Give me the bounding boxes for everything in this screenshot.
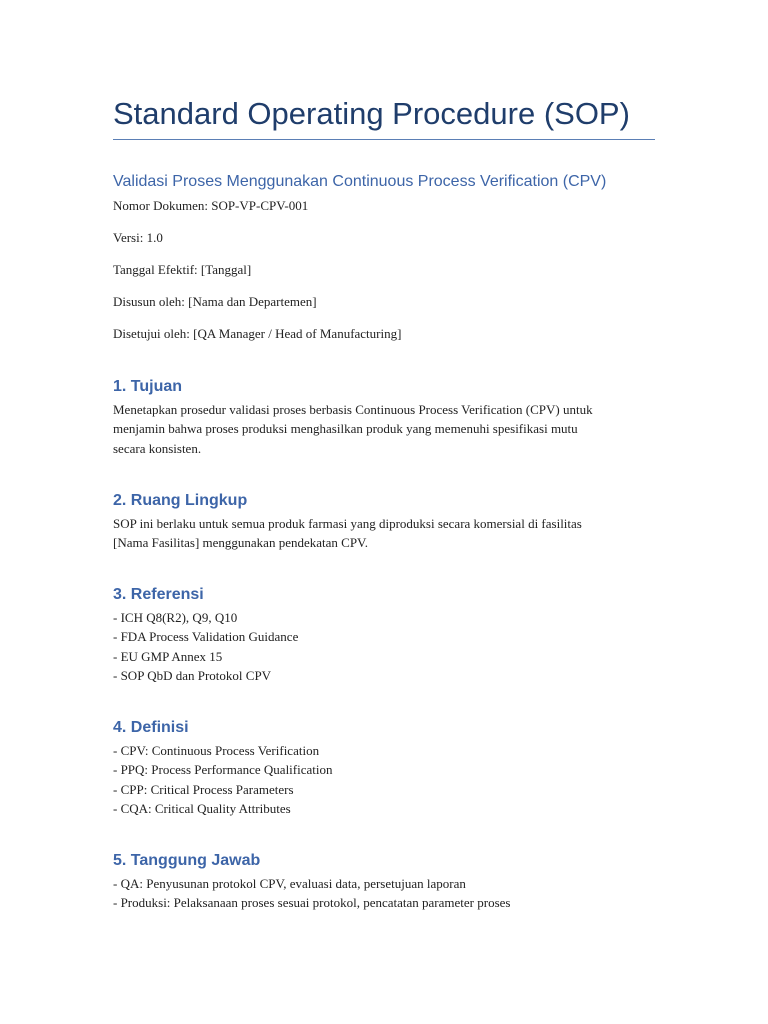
section-body-purpose [113, 400, 655, 458]
list-item: - CPP: Critical Process Parameters [113, 781, 294, 797]
document-version: Versi: 1.0 [113, 230, 163, 245]
list-item: - Produksi: Pelaksanaan proses sesuai protokol, pencatatan parameter proses [113, 895, 511, 911]
section-body-scope [113, 514, 655, 553]
list-item: - QA: Penyusunan protokol CPV, evaluasi data, persetujuan laporan [113, 876, 466, 891]
document-number: Nomor Dokumen: SOP-VP-CPV-001 [113, 198, 309, 213]
document-subtitle: Validasi Proses Menggunakan Continuous Process Verification (CPV) [113, 173, 607, 190]
section-heading-references: 3. Referensi [113, 586, 204, 603]
list-item: - EU GMP Annex 15 [113, 648, 223, 664]
paragraph-line: secara konsisten. [113, 440, 202, 456]
list-item: - CPV: Continuous Process Verification [113, 743, 320, 758]
list-item: - CQA: Critical Quality Attributes [113, 801, 291, 817]
list-item: - ICH Q8(R2), Q9, Q10 [113, 610, 238, 625]
effective-date: Tanggal Efektif: [Tanggal] [113, 262, 252, 277]
approved-by: Disetujui oleh: [QA Manager / Head of Manufacturing] [113, 326, 402, 341]
references-list [113, 608, 655, 686]
section-heading-purpose: 1. Tujuan [113, 378, 183, 395]
paragraph-line: menjamin bahwa proses produksi menghasilkan produk yang memenuhi spesifikasi mutu [113, 421, 578, 437]
paragraph-line: SOP ini berlaku untuk semua produk farmasi yang diproduksi secara komersial di fasilitas [113, 516, 582, 531]
responsibilities-list [113, 874, 655, 913]
paragraph-line: Menetapkan prosedur validasi proses berbasis Continuous Process Verification (CPV) untuk [113, 402, 593, 417]
list-item: - PPQ: Process Performance Qualification [113, 762, 333, 778]
paragraph-line: [Nama Fasilitas] menggunakan pendekatan CPV. [113, 535, 369, 551]
list-item: - SOP QbD dan Protokol CPV [113, 668, 272, 684]
prepared-by: Disusun oleh: [Nama dan Departemen] [113, 294, 317, 309]
document-title: Standard Operating Procedure (SOP) [113, 96, 630, 131]
section-heading-definitions: 4. Definisi [113, 719, 189, 736]
section-heading-responsibilities: 5. Tanggung Jawab [113, 852, 261, 869]
title-divider [113, 139, 655, 140]
definitions-list [113, 741, 655, 819]
list-item: - FDA Process Validation Guidance [113, 629, 299, 645]
section-heading-scope: 2. Ruang Lingkup [113, 492, 248, 509]
